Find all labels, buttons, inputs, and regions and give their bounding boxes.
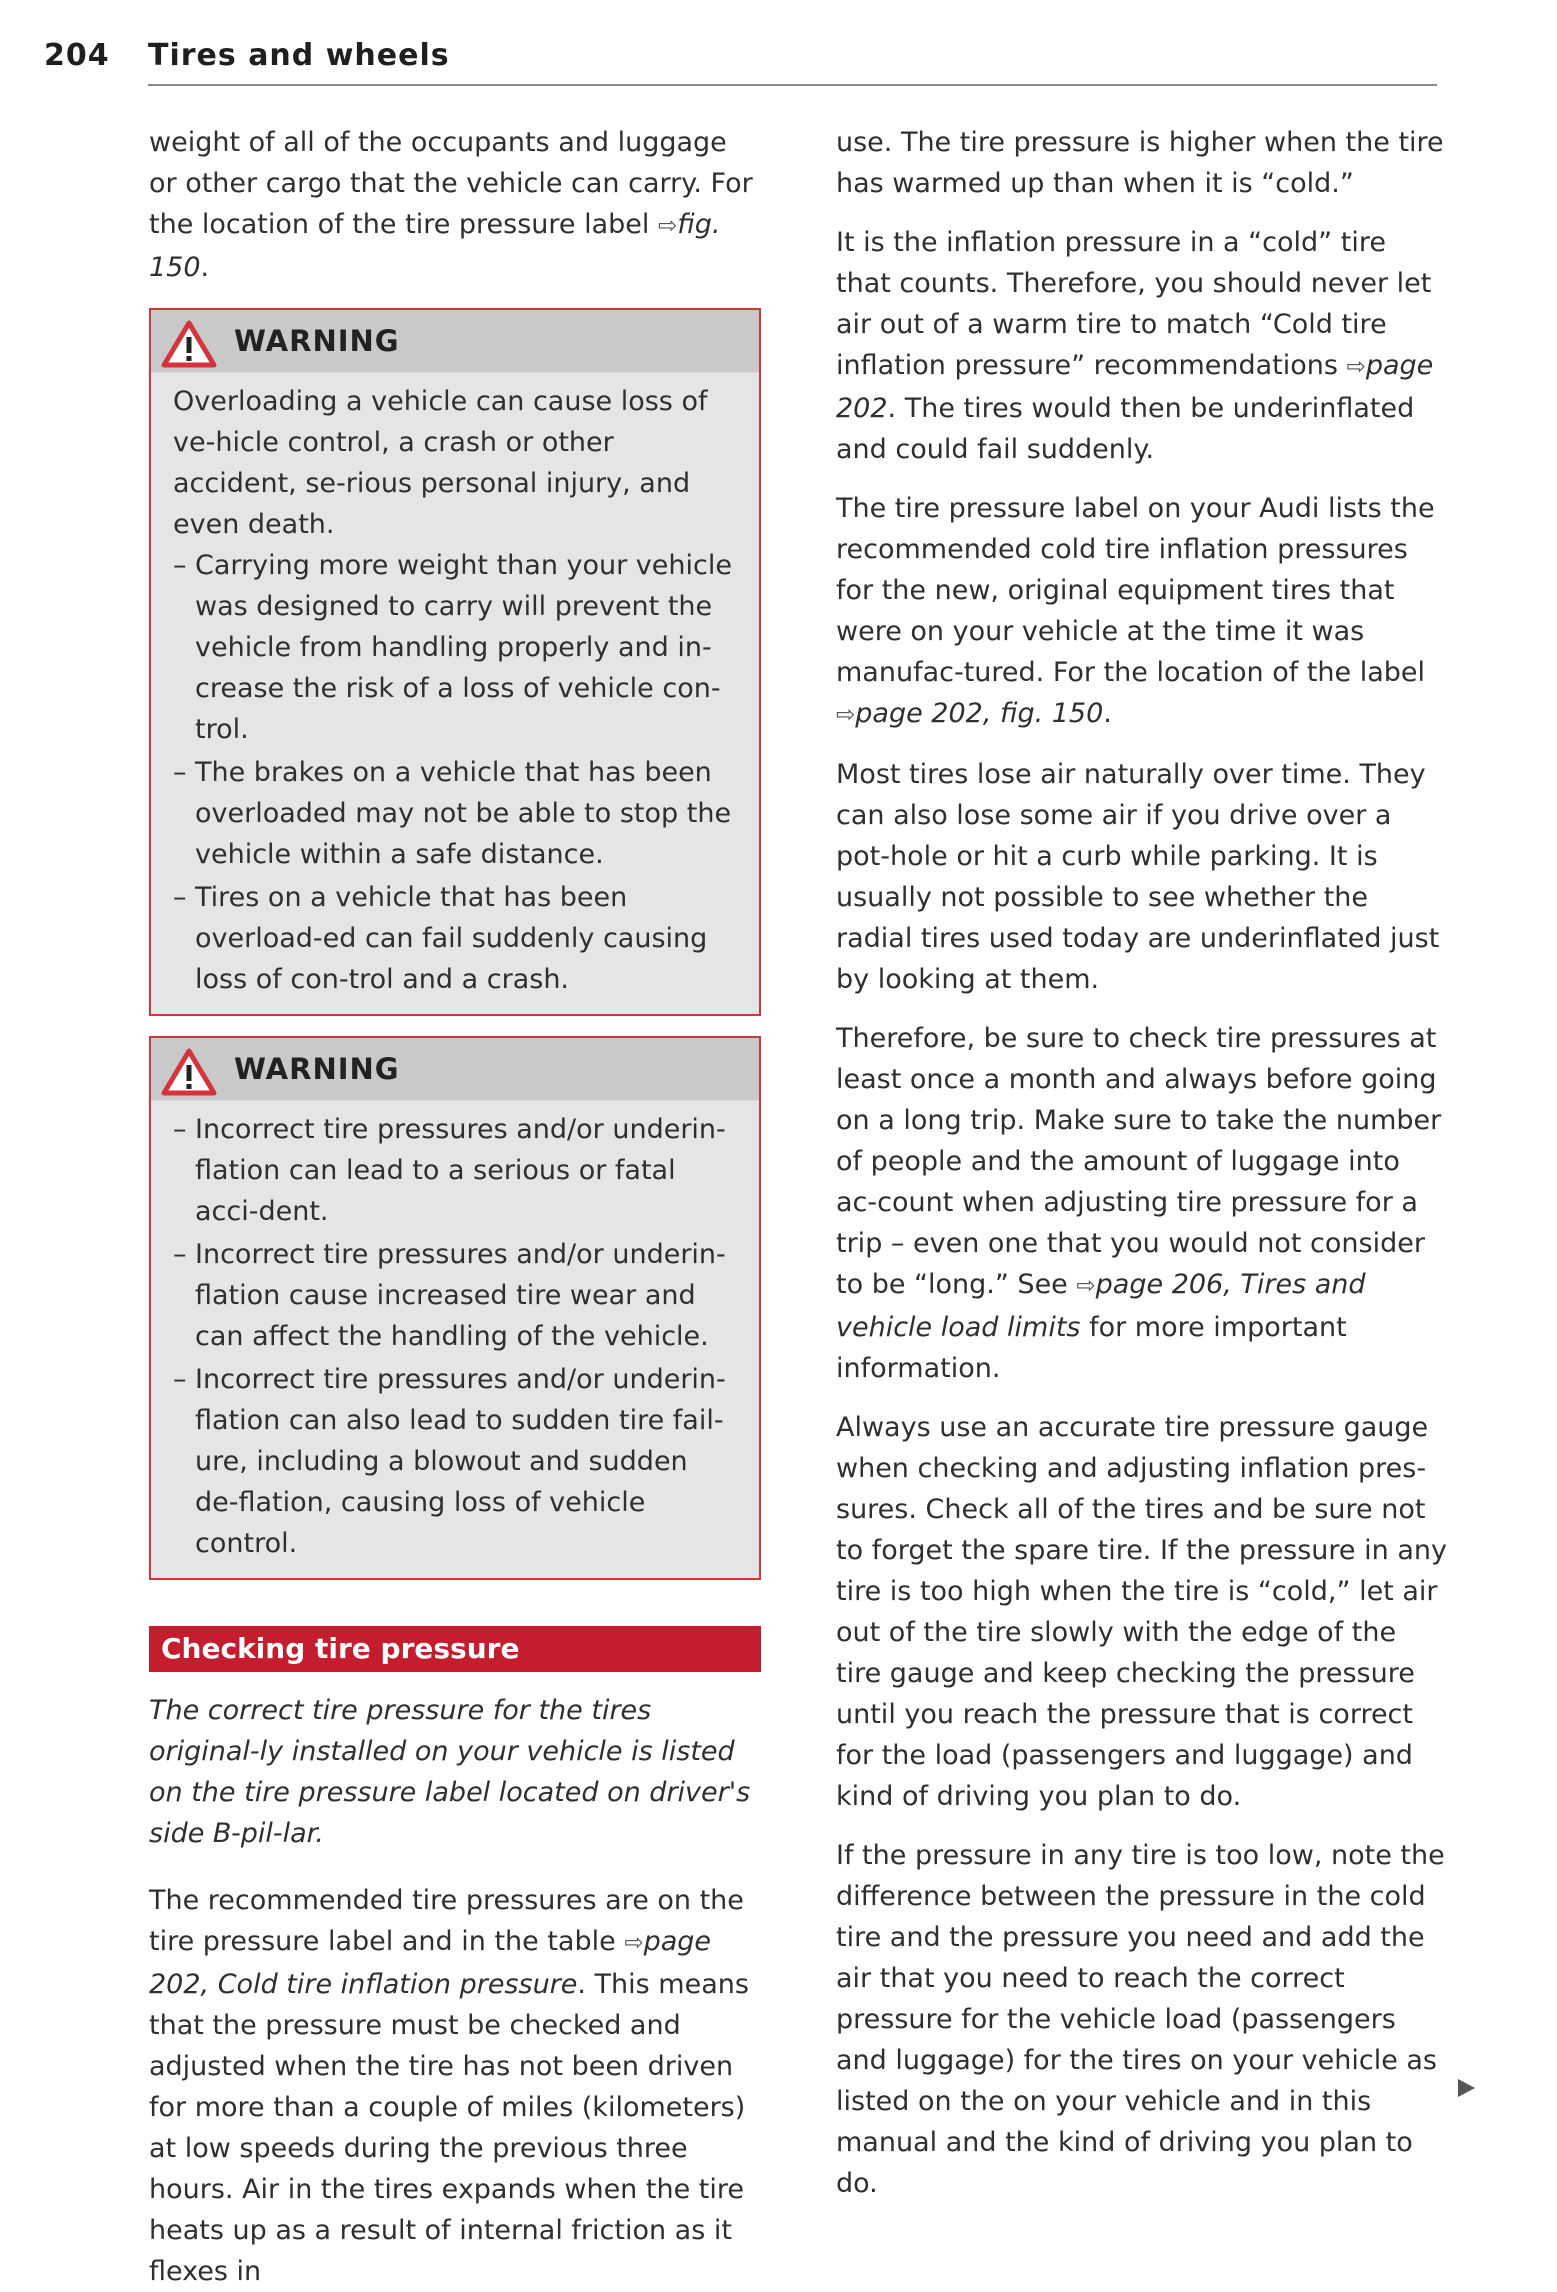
warning-body (151, 1101, 759, 1578)
warning-header (151, 1038, 759, 1101)
warning-body (151, 373, 759, 1014)
intro-paragraph: weight of all of the occupants and luggage or other cargo that the vehicle can carry. For the location of the tire pressure label ⇨fig. 150. (149, 127, 753, 283)
warning-lead: Overloading a vehicle can cause loss of ve-hicle control, a crash or other accident, se-rious personal injury, and even death. (173, 386, 708, 540)
warning-title: WARNING (234, 1052, 400, 1086)
warning-list (173, 545, 737, 1000)
warning-header (151, 310, 759, 373)
italic-intro: The correct tire pressure for the tires original-ly installed on your vehicle is listed on the tire pressure label located on driver's side B-pil-lar. (149, 1695, 751, 1849)
page-reference[interactable]: page 206, Tires and vehicle load limits (836, 1269, 1366, 1343)
paragraph: Most tires lose air naturally over time. They can also lose some air if you drive over a pot-hole or hit a curb while parking. It is usually not possible to see whether the radial tires used today are underinflated just by looking at them. (836, 759, 1440, 995)
cross-reference-arrow-icon: ⇨ (1346, 354, 1366, 380)
warning-item: – Incorrect tire pressures and/or underin-flation can lead to a serious or fatal acci-dent. (173, 1109, 737, 1232)
section-title: Tires and wheels (148, 38, 450, 73)
left-column (149, 122, 761, 2292)
header-divider (148, 84, 1437, 86)
warning-box-overloading (149, 308, 761, 1016)
paragraph: Always use an accurate tire pressure gauge when checking and adjusting inflation pres-sures. Check all of the tires and be sure not to forget the spare tire. If the pressure in any tire is too high when the tire is “cold,” let air out of the tire slowly with the edge of the tire gauge and keep checking the pressure until you reach the pressure that is correct for the load (passengers and luggage) and kind of driving you plan to do. (836, 1412, 1447, 1812)
page-header (44, 38, 1437, 86)
paragraph: Therefore, be sure to check tire pressures at least once a month and always before going on a long trip. Make sure to take the number of people and the amount of luggage into ac-count when adjusting tire pressure for a trip – even one that you would not consider to be “long.” See ⇨page 206, Tires and vehicle load limits for more important information. (836, 1023, 1442, 1384)
warning-triangle-icon (161, 320, 217, 368)
paragraph: use. The tire pressure is higher when the tire has warmed up than when it is “cold.” (836, 127, 1444, 199)
warning-box-pressure (149, 1036, 761, 1580)
page-reference[interactable]: page 202, fig. 150 (855, 698, 1104, 729)
subsection-heading (149, 1626, 761, 1672)
next-page-arrow-icon[interactable] (1455, 2077, 1477, 2099)
warning-list (173, 1109, 737, 1564)
warning-item: – Tires on a vehicle that has been overload-ed can fail suddenly causing loss of con-trol and a crash. (173, 877, 737, 1000)
page-reference[interactable]: page 202, Cold tire inflation pressure (149, 1926, 712, 2000)
warning-item: – Incorrect tire pressures and/or underin-flation cause increased tire wear and can affect the handling of the vehicle. (173, 1234, 737, 1357)
warning-title: WARNING (234, 324, 400, 358)
paragraph: It is the inflation pressure in a “cold” tire that counts. Therefore, you should never let air out of a warm tire to match “Cold tire inflation pressure” recommendations ⇨page 202. The tires would then be underinflated and could fail suddenly. (836, 227, 1434, 465)
warning-item: – The brakes on a vehicle that has been overloaded may not be able to stop the vehicle within a safe distance. (173, 752, 737, 875)
figure-reference[interactable]: fig. 150 (149, 209, 721, 283)
paragraph: The tire pressure label on your Audi lists the recommended cold tire inflation pressures for the new, original equipment tires that were on your vehicle at the time it was manufac-tured. For the location of the label ⇨page 202, fig. 150. (836, 493, 1435, 729)
warning-triangle-icon (161, 1048, 217, 1096)
page-reference[interactable]: page 202 (836, 350, 1434, 424)
cross-reference-arrow-icon: ⇨ (836, 702, 856, 728)
cross-reference-arrow-icon: ⇨ (624, 1930, 644, 1956)
warning-item: – Carrying more weight than your vehicle was designed to carry will prevent the vehicle from handling properly and in-crease the risk of a loss of vehicle con-trol. (173, 545, 737, 750)
page-number: 204 (44, 38, 110, 73)
body-paragraph: The recommended tire pressures are on the tire pressure label and in the table ⇨page 202, Cold tire inflation pressure. This means that the pressure must be checked and adjusted when the tire has not been driven for more than a couple of miles (kilometers) at low speeds during the previous three hours. Air in the tires expands when the tire heats up as a result of internal friction as it flexes in (149, 1885, 749, 2287)
right-column (836, 122, 1448, 2222)
paragraph: If the pressure in any tire is too low, note the difference between the pressure in the cold tire and the pressure you need and add the air that you need to reach the correct pressure for the vehicle load (passengers and luggage) for the tires on your vehicle as listed on the on your vehicle and in this manual and the kind of driving you plan to do. (836, 1840, 1445, 2199)
cross-reference-arrow-icon: ⇨ (1076, 1273, 1096, 1299)
warning-item: – Incorrect tire pressures and/or underin-flation can also lead to sudden tire fail-ure, including a blowout and sudden de-flation, causing loss of vehicle control. (173, 1359, 737, 1564)
cross-reference-arrow-icon: ⇨ (657, 213, 678, 239)
subsection-heading-text: Checking tire pressure (161, 1632, 520, 1665)
